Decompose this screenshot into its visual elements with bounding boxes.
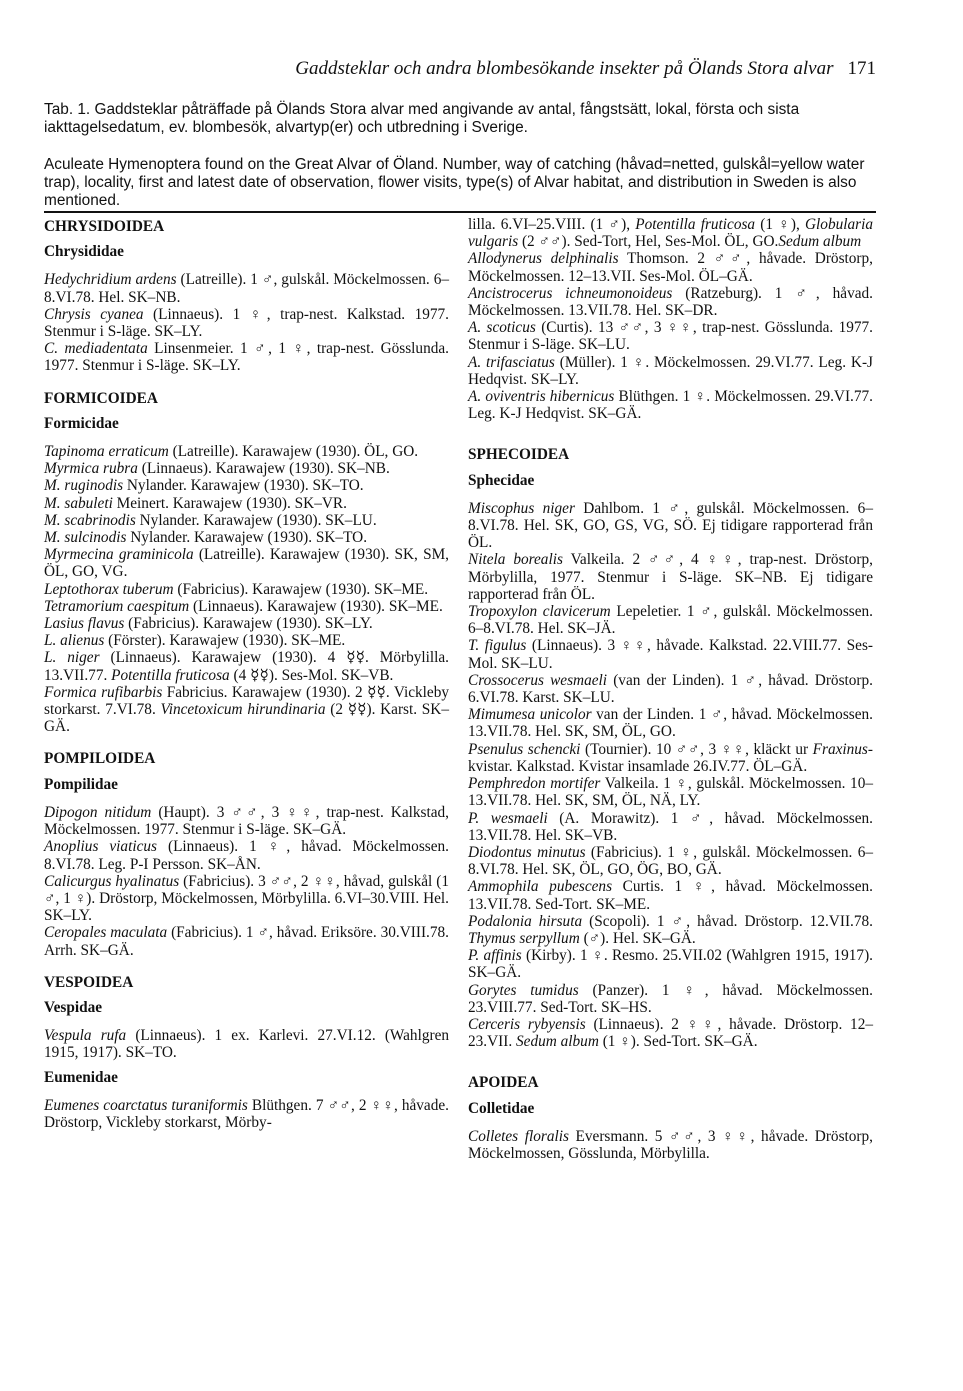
- species-name: Crossocerus wesmaeli: [468, 671, 608, 689]
- species-name: Miscophus niger: [468, 499, 575, 517]
- entry-text: (Latreille). Karawajew (1930). SK, SM, ÖL, GO, VG.: [44, 546, 450, 581]
- entry-text: (Förster). Karawajew (1930). SK–ME.: [104, 632, 346, 650]
- species-name: T. figulus: [468, 637, 527, 655]
- entry-text: (Latreille). 1 ♂, gulskål. Möckelmossen. 6–8.VI.78. Hel. SK–NB.: [44, 271, 449, 306]
- species-entry: [44, 1097, 449, 1131]
- species-name: Chrysis cyanea: [44, 305, 144, 323]
- superfamily-heading: SPHECOIDEA: [468, 446, 570, 464]
- species-name: Lasius flavus: [44, 615, 125, 633]
- species-entry: [44, 838, 449, 872]
- entry-text: (Fabricius). 1 ♂, håvad. Eriksöre. 30.VIII.78. Arrh. SK–GÄ.: [44, 924, 449, 959]
- species-entry: [44, 632, 449, 649]
- species-list: [44, 1027, 449, 1061]
- entry-text: (Fabricius). 3 ♂♂, 2 ♀♀, håvad, gulskål (1 ♂, 1 ♀). Dröstorp, Möckelmossen, Mörbylilla. 6.VI–30.VIII. Hel. SK–LY.: [44, 872, 450, 925]
- family-heading: Vespidae: [44, 998, 103, 1016]
- species-entry: [468, 500, 873, 552]
- species-list: [468, 216, 873, 422]
- species-name: Myrmecina graminicola: [44, 546, 194, 564]
- species-entry: [468, 551, 873, 603]
- species-entry: [44, 649, 449, 683]
- species-name: Nitela borealis: [468, 551, 563, 569]
- species-name: Allodynerus delphinalis: [468, 250, 619, 268]
- entry-text: (Tournier). 10 ♂♂, 3 ♀♀, kläckt ur: [580, 740, 813, 758]
- species-entry: [468, 250, 873, 284]
- species-entry: [44, 495, 449, 512]
- species-entry: [44, 477, 449, 494]
- species-name: Myrmica rubra: [44, 460, 138, 478]
- species-name: Ancistrocerus ichneumonoideus: [468, 284, 673, 302]
- species-name: M. scabrinodis: [44, 511, 136, 529]
- species-name: C. mediadentata: [44, 340, 148, 358]
- species-entry: [44, 340, 449, 374]
- species-name: P. wesmaeli: [468, 809, 548, 827]
- species-entry: [468, 947, 873, 981]
- entry-text: (2 ☿☿). Karst. SK–GÄ.: [44, 701, 449, 736]
- entry-text: Linsenmeier. 1 ♂, 1 ♀, trap-nest. Gösslunda. 1977. Stenmur i S-läge. SK–LY.: [44, 340, 449, 375]
- species-entry: [468, 810, 873, 844]
- page-number: 171: [847, 58, 876, 79]
- species-entry: [44, 1027, 449, 1061]
- species-name: L. alienus: [44, 632, 105, 650]
- entry-text: (Linnaeus). 1 ♀, håvad. Möckelmossen. 8.VI.78. Leg. P-I Persson. SK–ÅN.: [44, 838, 449, 873]
- species-list: [44, 271, 449, 374]
- entry-text: Lepeletier. 1 ♂, gulskål. Möckelmossen. 6–8.VI.78. Hel. SK–JÄ.: [468, 603, 873, 638]
- species-name: M. ruginodis: [44, 477, 124, 495]
- species-entry: [44, 873, 449, 925]
- entry-text: (Ratzeburg). 1 ♂, håvad. Möckelmossen. 13.VII.78. Hel. SK–DR.: [468, 284, 873, 320]
- species-entry: [468, 982, 873, 1016]
- species-name: Hedychridium ardens: [44, 271, 177, 289]
- entry-text: Curtis. 1 ♀, håvad. Möckelmossen. 13.VII.78. Sed-Tort. SK–ME.: [468, 878, 873, 913]
- entry-text: Nylander. Karawajew (1930). SK–LU.: [135, 511, 377, 529]
- running-head: [44, 58, 876, 80]
- species-name: P. affinis: [468, 947, 522, 965]
- species-entry: [44, 512, 449, 529]
- species-list: [468, 1128, 873, 1162]
- entry-text: (1 ♀),: [755, 216, 805, 233]
- entry-text: van der Linden. 1 ♂, håvad. Möckelmossen. 13.VII.78. Hel. SK, SM, ÖL, GO.: [468, 706, 873, 741]
- entry-text: Valkeila. 1 ♀, gulskål. Möckelmossen. 10–13.VII.78. Hel. SK, SM, ÖL, NÄ, LY.: [468, 775, 873, 810]
- species-name: Calicurgus hyalinatus: [44, 872, 180, 890]
- species-entry: [468, 741, 873, 775]
- entry-text: (A. Morawitz). 1 ♂, håvad. Möckelmossen. 13.VII.78. Hel. SK–VB.: [468, 809, 873, 844]
- entry-text: Dahlbom. 1 ♂, gulskål. Möckelmossen. 6–8.VI.78. Hel. SK, GO, GS, VG, SÖ. Ej tidigare rapporterad från ÖL.: [468, 499, 873, 552]
- superfamily-heading: APOIDEA: [468, 1074, 539, 1092]
- family-heading: Pompilidae: [44, 775, 118, 793]
- species-list: [44, 1097, 449, 1131]
- species-entry: [44, 804, 449, 838]
- species-name: Pemphredon mortifer: [468, 775, 601, 793]
- entry-text: Blüthgen. 1 ♀. Möckelmossen. 29.VI.77. Leg. K-J Hedqvist. SK–GÄ.: [468, 388, 873, 423]
- species-name: M. sulcinodis: [44, 529, 127, 547]
- entry-text: lilla. 6.VI–25.VIII.: [468, 216, 591, 233]
- right-column: [468, 216, 873, 1162]
- species-entry: [44, 529, 449, 546]
- species-name: Colletes floralis: [468, 1127, 569, 1145]
- species-name: Formica rufibarbis: [44, 683, 163, 701]
- species-entry: [468, 603, 873, 637]
- table-caption-english: Aculeate Hymenoptera found on the Great Alvar of Öland. Number, way of catching (håvad=netted, gulskål=yellow water trap), locality, first and latest date of observation, flower visits, type(s) of Alvar habitat, and distribution in Sweden is also mentioned.: [44, 156, 865, 209]
- entry-text: (Fabricius). Karawajew (1930). SK–ME.: [173, 580, 429, 598]
- plant-name: Potentilla fruticosa: [111, 666, 230, 684]
- plant-name: Globularia vulgaris: [468, 216, 873, 251]
- entry-text: (Latreille). Karawajew (1930). ÖL, GO.: [168, 443, 419, 461]
- entry-text: (Scopoli). 1 ♂, håvad. Dröstorp. 12.VII.78.: [582, 912, 873, 930]
- plant-name: Vincetoxicum hirundinaria: [160, 701, 326, 719]
- species-name: Mimumesa unicolor: [468, 706, 592, 724]
- species-list: [44, 443, 449, 735]
- entry-text: (Panzer). 1 ♀, håvad. Möckelmossen. 23.VIII.77. Sed-Tort. SK–HS.: [468, 981, 873, 1016]
- species-name: M. sabuleti: [44, 494, 113, 512]
- plant-name: Fraxinus: [812, 740, 868, 758]
- entry-text: (Linnaeus). 1 ♀, trap-nest. Kalkstad. 1977. Stenmur i S-läge. SK–LY.: [44, 305, 450, 341]
- species-entry: [468, 878, 873, 912]
- species-entry: [468, 216, 873, 250]
- species-name: Tapinoma erraticum: [44, 443, 169, 461]
- species-name: A. oviventris hibernicus: [468, 388, 615, 406]
- species-name: Ammophila pubescens: [468, 878, 613, 896]
- entry-text: (Curtis). 13 ♂♂, 3 ♀♀, trap-nest. Gösslunda. 1977. Stenmur i S-läge. SK–LU.: [468, 319, 873, 354]
- entry-text: (Fabricius). Karawajew (1930). SK–LY.: [124, 615, 373, 633]
- plant-name: Sedum album: [778, 233, 862, 251]
- entry-text: (Kirby). 1 ♀. Resmo. 25.VII.02 (Wahlgren 1915, 1917). SK–GÄ.: [468, 947, 873, 982]
- plant-name: Sedum album: [516, 1033, 599, 1051]
- header-rule: [44, 211, 876, 213]
- family-heading: Sphecidae: [468, 471, 535, 489]
- species-entry: [44, 306, 449, 340]
- plant-name: Potentilla fruticosa: [635, 216, 756, 233]
- entry-text: Blüthgen. 7 ♂♂, 2 ♀♀, håvade. Dröstorp, Vickleby storkarst, Mörby-: [44, 1096, 449, 1131]
- species-entry: [44, 271, 449, 305]
- species-name: Psenulus schencki: [468, 740, 581, 758]
- species-entry: [44, 598, 449, 615]
- species-name: Ceropales maculata: [44, 924, 168, 942]
- species-entry: [468, 388, 873, 422]
- species-entry: [44, 546, 449, 580]
- plant-name: Thymus serpyllum: [468, 929, 580, 947]
- species-entry: [468, 913, 873, 947]
- species-entry: [44, 460, 449, 477]
- family-heading: Formicidae: [44, 414, 119, 432]
- species-entry: [44, 924, 449, 958]
- species-entry: [468, 285, 873, 319]
- entry-text: (van der Linden). 1 ♂, håvad. Dröstorp. 6.VI.78. Karst. SK–LU.: [468, 671, 873, 707]
- entry-text: (1 ♀). Sed-Tort. SK–GÄ.: [598, 1033, 758, 1051]
- left-column: [44, 216, 449, 1131]
- species-name: Eumenes coarctatus turaniformis: [44, 1096, 248, 1114]
- entry-text: (Linnaeus). 3 ♀♀, håvade. Kalkstad. 22.VIII.77. Ses-Mol. SK–LU.: [468, 637, 873, 672]
- entry-text: (♂). Hel. SK–GÄ.: [579, 929, 696, 947]
- species-name: Tetramorium caespitum: [44, 597, 190, 615]
- entry-text: Fabricius. Karawajew (1930). 2 ☿☿. Vickleby storkarst. 7.VI.78.: [44, 683, 449, 719]
- species-name: Cerceris rybyensis: [468, 1015, 586, 1033]
- superfamily-heading: VESPOIDEA: [44, 973, 134, 991]
- species-entry: [44, 615, 449, 632]
- entry-text: Thomson. 2 ♂♂, håvade. Dröstorp, Möckelmossen. 12–13.VII. Ses-Mol. ÖL–GÄ.: [468, 250, 873, 285]
- entry-text: (Linnaeus). Karawajew (1930). SK–ME.: [189, 597, 443, 615]
- species-name: Dipogon nitidum: [44, 803, 152, 821]
- family-heading: Chrysididae: [44, 243, 124, 261]
- entry-text: -kvistar. Kalkstad. Kvistar insamlade 26.IV.77. ÖL–GÄ.: [468, 740, 873, 775]
- species-name: Leptothorax tuberum: [44, 580, 174, 598]
- family-heading: Eumenidae: [44, 1068, 118, 1086]
- entry-text: (Müller). 1 ♀. Möckelmossen. 29.VI.77. Leg. K-J Hedqvist. SK–LY.: [468, 353, 873, 388]
- species-name: Gorytes tumidus: [468, 981, 579, 999]
- superfamily-heading: FORMICOIDEA: [44, 389, 158, 407]
- entry-text: (Linnaeus). Karawajew (1930). 4 ☿☿. Mörbylilla. 13.VII.77.: [44, 649, 449, 684]
- superfamily-heading: CHRYSIDOIDEA: [44, 218, 165, 235]
- entry-text: (4 ☿☿). Ses-Mol. SK–VB.: [229, 666, 394, 684]
- running-head-title: Gaddsteklar och andra blombesökande insekter på Ölands Stora alvar: [295, 58, 834, 79]
- species-entry: [468, 706, 873, 740]
- species-name: Vespula rufa: [44, 1027, 127, 1045]
- species-entry: [468, 354, 873, 388]
- species-name: Podalonia hirsuta: [468, 912, 583, 930]
- species-name: Diodontus minutus: [468, 843, 586, 861]
- species-entry: [44, 581, 449, 598]
- entry-text: Nylander. Karawajew (1930). SK–TO.: [123, 477, 364, 495]
- species-entry: [468, 637, 873, 671]
- species-name: Tropoxylon clavicerum: [468, 603, 611, 621]
- entry-text: (Haupt). 3 ♂♂, 3 ♀♀, trap-nest. Kalkstad, Möckelmossen. 1977. Stenmur i S-läge. SK–GÄ.: [44, 803, 450, 839]
- entry-text: (Linnaeus). Karawajew (1930). SK–NB.: [137, 460, 390, 478]
- species-name: A. scoticus: [468, 319, 536, 337]
- species-name: L. niger: [44, 649, 100, 667]
- species-name: Anoplius viaticus: [44, 838, 157, 856]
- species-entry: [44, 684, 449, 736]
- species-entry: [468, 672, 873, 706]
- species-entry: [468, 844, 873, 878]
- family-heading: Colletidae: [468, 1099, 535, 1117]
- entry-text: (Linnaeus). 2 ♀♀, håvade. Dröstorp. 12–23.VII.: [468, 1015, 873, 1051]
- species-entry: [44, 443, 449, 460]
- entry-text: Meinert. Karawajew (1930). SK–VR.: [112, 494, 347, 512]
- species-entry: [468, 319, 873, 353]
- table-caption-swedish: Tab. 1. Gaddsteklar påträffade på Ölands Stora alvar med angivande av antal, fångstsätt, lokal, första och sista iakttagelsedatum, ev. blombesök, alvartyp(er) och utbredning i Sverige.: [44, 101, 800, 136]
- entry-text: (2 ♂♂). Sed-Tort, Hel, Ses-Mol. ÖL, GO.: [518, 233, 779, 251]
- entry-text: (Linnaeus). 1 ex. Karlevi. 27.VI.12. (Wahlgren 1915, 1917). SK–TO.: [44, 1027, 450, 1062]
- entry-text: (Fabricius). 1 ♀, gulskål. Möckelmossen. 6–8.VI.78. Hel. SK, ÖL, GO, ÖG, BO, GÄ.: [468, 843, 873, 879]
- entry-text: Valkeila. 2 ♂♂, 4 ♀♀, trap-nest. Dröstorp, Mörbylilla, 1977. Stenmur i S-läge. SK–NB. Ej tidigare rapporterad från ÖL.: [468, 551, 873, 603]
- entry-text: Eversmann. 5 ♂♂, 3 ♀♀, håvade. Dröstorp, Möckelmossen, Gösslunda, Mörbylilla.: [468, 1127, 873, 1162]
- species-list: [44, 804, 449, 959]
- species-entry: [468, 1016, 873, 1050]
- superfamily-heading: POMPILOIDEA: [44, 750, 156, 768]
- entry-text: (1 ♂),: [590, 216, 636, 233]
- species-entry: [468, 775, 873, 809]
- entry-text: Nylander. Karawajew (1930). SK–TO.: [126, 529, 368, 547]
- species-entry: [468, 1128, 873, 1162]
- species-name: A. trifasciatus: [468, 353, 555, 371]
- species-list: [468, 500, 873, 1051]
